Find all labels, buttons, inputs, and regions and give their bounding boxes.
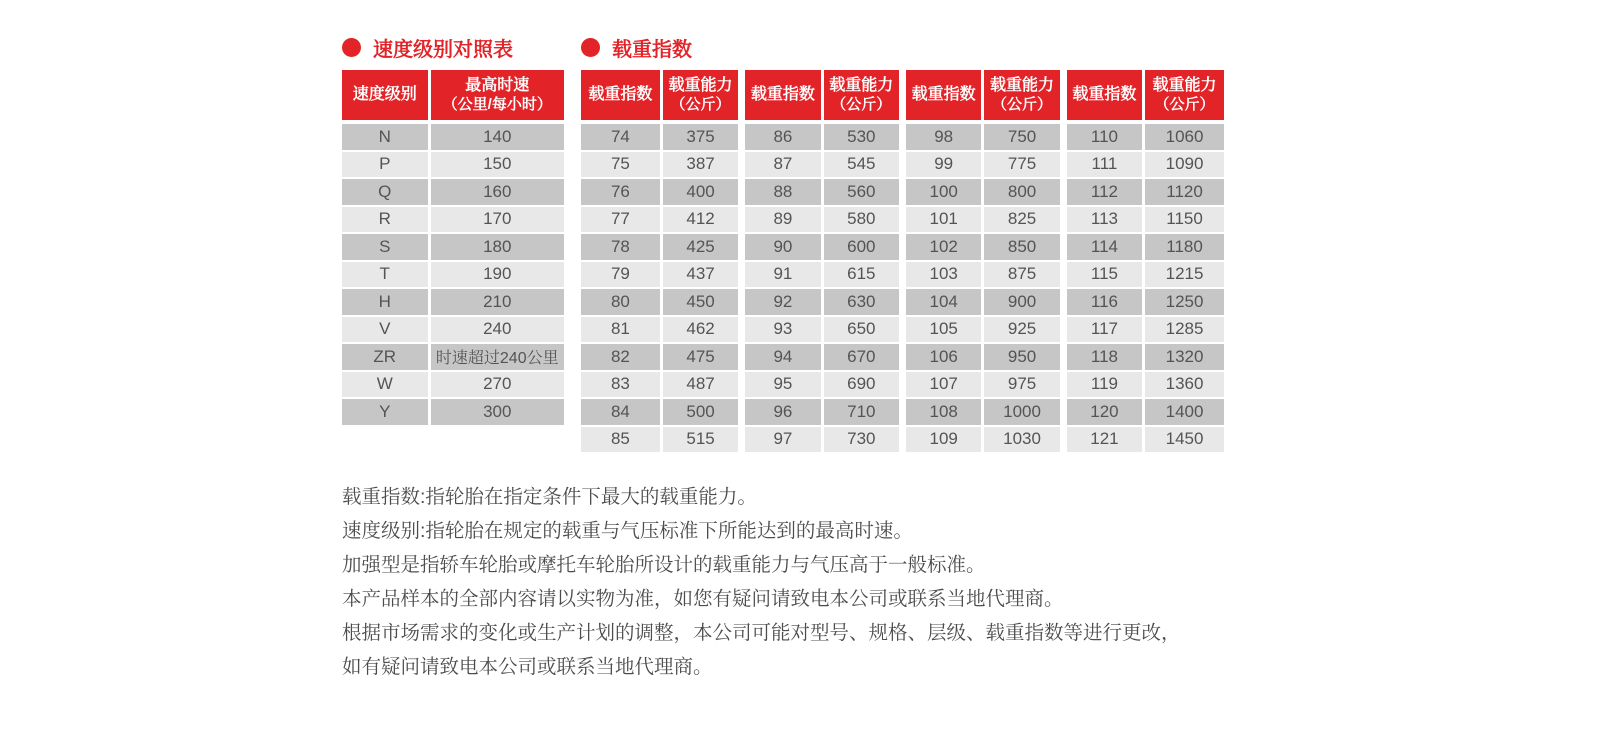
load-index-cell: 78 <box>581 233 661 261</box>
load-capacity-cell: 1285 <box>1144 316 1224 344</box>
load-index-cell: 80 <box>581 288 661 316</box>
load-capacity-cell: 615 <box>822 261 902 289</box>
load-index-cell: 87 <box>742 151 822 179</box>
note-line: 如有疑问请致电本公司或联系当地代理商。 <box>342 656 713 678</box>
load-index-cell: 118 <box>1063 343 1143 371</box>
load-capacity-cell: 850 <box>983 233 1063 261</box>
load-capacity-cell: 400 <box>661 178 741 206</box>
load-capacity-cell: 650 <box>822 316 902 344</box>
load-capacity-cell: 630 <box>822 288 902 316</box>
load-capacity-cell: 387 <box>661 151 741 179</box>
load-index-cell: 77 <box>581 206 661 234</box>
load-capacity-cell: 600 <box>822 233 902 261</box>
load-capacity-header: 载重能力 （公斤） <box>983 70 1063 122</box>
load-index-cell: 99 <box>903 151 983 179</box>
load-index-cell: 90 <box>742 233 822 261</box>
load-index-cell: 95 <box>742 371 822 399</box>
speed-level-cell: H <box>342 288 429 316</box>
note-line: 根据市场需求的变化或生产计划的调整，本公司可能对型号、规格、层级、载重指数等进行更改， <box>342 622 1181 644</box>
table-row <box>342 233 564 261</box>
table-row <box>581 70 1224 122</box>
load-capacity-cell: 730 <box>822 426 902 453</box>
max-speed-cell: 190 <box>429 261 564 289</box>
load-index-cell: 105 <box>903 316 983 344</box>
load-capacity-cell: 1250 <box>1144 288 1224 316</box>
speed-rating-table <box>342 70 564 425</box>
table-row <box>581 206 1224 234</box>
load-capacity-cell: 975 <box>983 371 1063 399</box>
max-speed-cell: 180 <box>429 233 564 261</box>
table-row <box>342 70 564 122</box>
table-row <box>581 371 1224 399</box>
table-row <box>342 122 564 151</box>
table-row <box>581 233 1224 261</box>
load-capacity-cell: 775 <box>983 151 1063 179</box>
load-index-cell: 108 <box>903 398 983 426</box>
table-row <box>342 261 564 289</box>
speed-level-cell: Q <box>342 178 429 206</box>
load-index-table <box>581 70 1224 452</box>
load-capacity-cell: 750 <box>983 122 1063 151</box>
max-speed-cell: 时速超过240公里 <box>429 343 564 371</box>
max-speed-cell: 240 <box>429 316 564 344</box>
speed-table-title <box>342 34 564 60</box>
table-row <box>342 151 564 179</box>
max-speed-cell: 140 <box>429 122 564 151</box>
table-row <box>342 343 564 371</box>
load-table-title <box>581 34 1224 60</box>
load-capacity-cell: 375 <box>661 122 741 151</box>
speed-level-cell: Y <box>342 398 429 425</box>
note-line: 加强型是指轿车轮胎或摩托车轮胎所设计的载重能力与气压高于一般标准。 <box>342 554 986 576</box>
load-capacity-cell: 825 <box>983 206 1063 234</box>
speed-level-cell: R <box>342 206 429 234</box>
load-capacity-cell: 1320 <box>1144 343 1224 371</box>
load-index-cell: 103 <box>903 261 983 289</box>
max-speed-cell: 210 <box>429 288 564 316</box>
speed-rating-section <box>342 34 564 425</box>
load-index-cell: 98 <box>903 122 983 151</box>
tables-area <box>342 34 1600 452</box>
table-row <box>581 261 1224 289</box>
load-index-cell: 94 <box>742 343 822 371</box>
table-row <box>581 122 1224 151</box>
load-index-cell: 114 <box>1063 233 1143 261</box>
max-speed-cell: 160 <box>429 178 564 206</box>
load-capacity-header: 载重能力 （公斤） <box>822 70 902 122</box>
load-index-cell: 116 <box>1063 288 1143 316</box>
load-index-cell: 97 <box>742 426 822 453</box>
load-capacity-cell: 560 <box>822 178 902 206</box>
load-capacity-cell: 545 <box>822 151 902 179</box>
max-speed-cell: 300 <box>429 398 564 425</box>
table-row <box>342 288 564 316</box>
load-index-cell: 101 <box>903 206 983 234</box>
load-capacity-cell: 437 <box>661 261 741 289</box>
load-capacity-cell: 1400 <box>1144 398 1224 426</box>
load-index-cell: 113 <box>1063 206 1143 234</box>
load-index-cell: 92 <box>742 288 822 316</box>
table-row <box>581 426 1224 453</box>
load-capacity-cell: 710 <box>822 398 902 426</box>
max-speed-cell: 150 <box>429 151 564 179</box>
page <box>342 0 1600 684</box>
load-capacity-cell: 1000 <box>983 398 1063 426</box>
load-index-cell: 106 <box>903 343 983 371</box>
load-index-cell: 74 <box>581 122 661 151</box>
load-index-cell: 115 <box>1063 261 1143 289</box>
load-index-section <box>581 34 1224 452</box>
load-capacity-cell: 580 <box>822 206 902 234</box>
load-capacity-cell: 900 <box>983 288 1063 316</box>
table-row <box>581 178 1224 206</box>
load-index-cell: 89 <box>742 206 822 234</box>
speed-level-cell: P <box>342 151 429 179</box>
load-index-cell: 117 <box>1063 316 1143 344</box>
load-index-cell: 104 <box>903 288 983 316</box>
load-capacity-cell: 1180 <box>1144 233 1224 261</box>
load-capacity-header: 载重能力 （公斤） <box>1144 70 1224 122</box>
load-index-cell: 81 <box>581 316 661 344</box>
load-index-cell: 91 <box>742 261 822 289</box>
load-capacity-cell: 690 <box>822 371 902 399</box>
max-speed-cell: 170 <box>429 206 564 234</box>
load-index-cell: 79 <box>581 261 661 289</box>
load-index-cell: 83 <box>581 371 661 399</box>
table-row <box>342 316 564 344</box>
table-row <box>342 178 564 206</box>
load-capacity-cell: 950 <box>983 343 1063 371</box>
load-index-header: 载重指数 <box>581 70 661 122</box>
table-row <box>581 288 1224 316</box>
load-index-cell: 111 <box>1063 151 1143 179</box>
load-capacity-cell: 1450 <box>1144 426 1224 453</box>
load-index-cell: 85 <box>581 426 661 453</box>
table-row <box>581 316 1224 344</box>
load-index-cell: 120 <box>1063 398 1143 426</box>
load-index-cell: 82 <box>581 343 661 371</box>
speed-level-cell: T <box>342 261 429 289</box>
load-capacity-cell: 1150 <box>1144 206 1224 234</box>
speed-table-title-text: 速度级别对照表 <box>373 38 513 61</box>
load-index-cell: 109 <box>903 426 983 453</box>
table-row <box>581 343 1224 371</box>
load-index-cell: 86 <box>742 122 822 151</box>
speed-level-cell: ZR <box>342 343 429 371</box>
load-capacity-cell: 530 <box>822 122 902 151</box>
max-speed-header: 最高时速 （公里/每小时） <box>429 70 564 122</box>
load-index-cell: 110 <box>1063 122 1143 151</box>
note-line: 速度级别:指轮胎在规定的载重与气压标准下所能达到的最高时速。 <box>342 520 913 542</box>
load-capacity-cell: 1060 <box>1144 122 1224 151</box>
table-row <box>342 371 564 399</box>
red-dot-icon <box>342 38 361 57</box>
load-capacity-cell: 425 <box>661 233 741 261</box>
load-capacity-cell: 925 <box>983 316 1063 344</box>
load-capacity-cell: 450 <box>661 288 741 316</box>
note-line: 载重指数:指轮胎在指定条件下最大的载重能力。 <box>342 486 757 508</box>
load-capacity-cell: 1215 <box>1144 261 1224 289</box>
load-index-cell: 76 <box>581 178 661 206</box>
load-capacity-cell: 1030 <box>983 426 1063 453</box>
speed-level-cell: W <box>342 371 429 399</box>
load-capacity-cell: 515 <box>661 426 741 453</box>
load-index-cell: 75 <box>581 151 661 179</box>
load-capacity-cell: 462 <box>661 316 741 344</box>
load-capacity-header: 载重能力 （公斤） <box>661 70 741 122</box>
load-index-cell: 96 <box>742 398 822 426</box>
load-capacity-cell: 1120 <box>1144 178 1224 206</box>
max-speed-cell: 270 <box>429 371 564 399</box>
load-index-cell: 84 <box>581 398 661 426</box>
load-capacity-cell: 475 <box>661 343 741 371</box>
load-index-cell: 102 <box>903 233 983 261</box>
load-index-cell: 121 <box>1063 426 1143 453</box>
note-line: 本产品样本的全部内容请以实物为准，如您有疑问请致电本公司或联系当地代理商。 <box>342 588 1064 610</box>
load-index-cell: 93 <box>742 316 822 344</box>
load-index-header: 载重指数 <box>1063 70 1143 122</box>
load-index-header: 载重指数 <box>742 70 822 122</box>
table-row <box>342 206 564 234</box>
footnotes <box>342 480 1600 684</box>
load-index-cell: 112 <box>1063 178 1143 206</box>
table-row <box>342 398 564 425</box>
load-capacity-cell: 670 <box>822 343 902 371</box>
load-index-cell: 107 <box>903 371 983 399</box>
load-index-cell: 88 <box>742 178 822 206</box>
load-capacity-cell: 875 <box>983 261 1063 289</box>
red-dot-icon <box>581 38 600 57</box>
load-table-title-text: 载重指数 <box>612 38 692 61</box>
speed-level-header: 速度级别 <box>342 70 429 122</box>
speed-level-cell: S <box>342 233 429 261</box>
load-capacity-cell: 1360 <box>1144 371 1224 399</box>
load-capacity-cell: 1090 <box>1144 151 1224 179</box>
load-capacity-cell: 412 <box>661 206 741 234</box>
load-index-cell: 119 <box>1063 371 1143 399</box>
load-capacity-cell: 487 <box>661 371 741 399</box>
table-row <box>581 151 1224 179</box>
speed-level-cell: V <box>342 316 429 344</box>
load-capacity-cell: 500 <box>661 398 741 426</box>
load-capacity-cell: 800 <box>983 178 1063 206</box>
load-index-cell: 100 <box>903 178 983 206</box>
table-row <box>581 398 1224 426</box>
speed-level-cell: N <box>342 122 429 151</box>
load-index-header: 载重指数 <box>903 70 983 122</box>
